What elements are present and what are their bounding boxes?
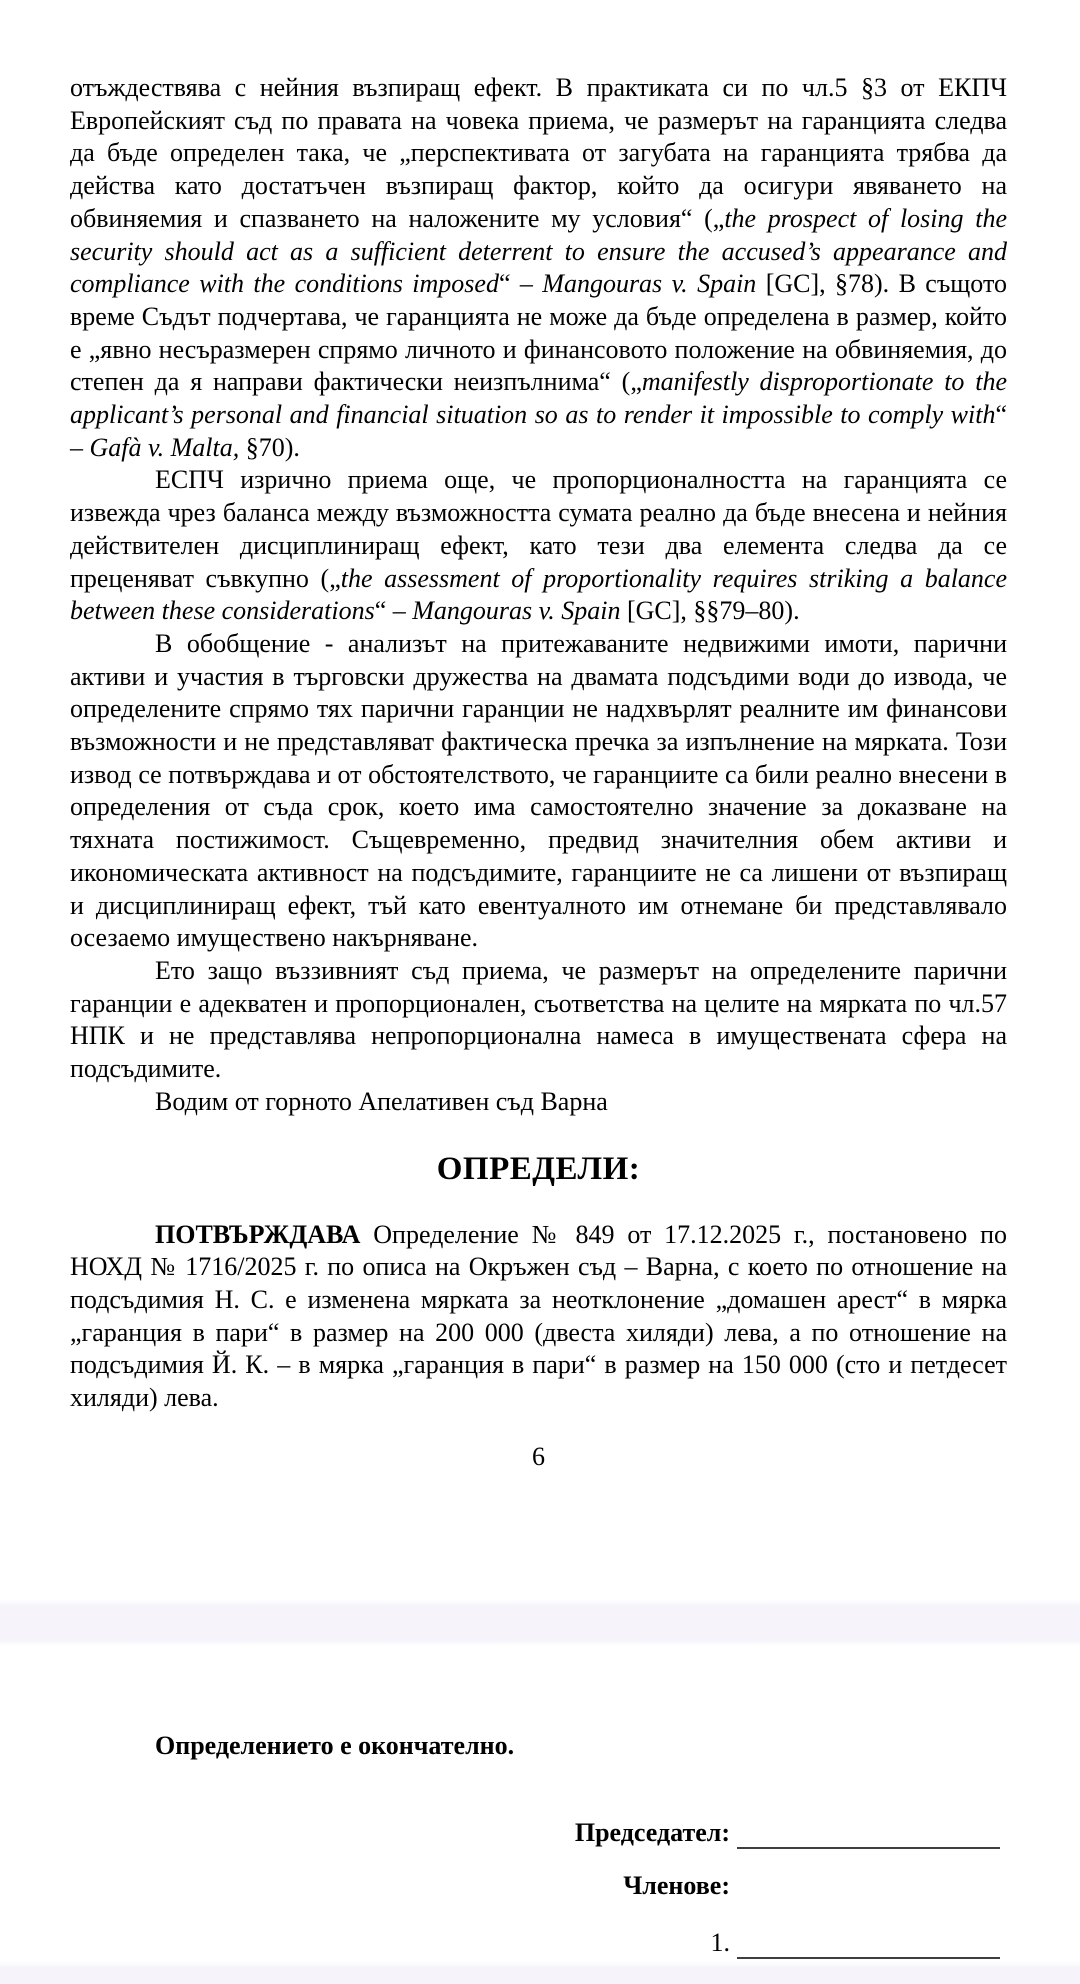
- signature-line-member1: [737, 1926, 1000, 1959]
- final-note: Определението е окончателно.: [155, 1731, 515, 1760]
- bottom-page-separator: [0, 1961, 1080, 1984]
- signature-label-member1: 1.: [710, 1928, 730, 1957]
- signature-member1-row: [70, 1926, 1000, 1959]
- signature-label-chairman: Председател:: [574, 1818, 730, 1847]
- signature-line-chairman: [737, 1816, 1000, 1849]
- page-number: 6: [532, 1441, 545, 1471]
- body-paragraph: В обобщение - анализът на притежаваните недвижими имоти, парични активи и участия в търговски дружества на двамата подсъдими води до извода, че определените спрямо тях парични гаранции не надхвърлят реалните им финансови възможности и не представляват фактическа пречка за изпълнение на мярката. Този извод се потвърждава и от обстоятелството, че гаранциите са били реално внесени в определения от съда срок, което има самостоятелно значение за доказване на тяхната постижимост. Същевременно, предвид значителния обем активи и икономическата активност на подсъдимите, гаранциите не са лишени от възпиращ и дисциплиниращ ефект, тъй като евентуалното им отнемане би представлявало осезаемо имуществено накърняване.: [70, 628, 1007, 953]
- signature-chairman-row: [70, 1816, 1000, 1849]
- signature-label-members: Членове:: [623, 1871, 730, 1900]
- body-paragraph: Водим от горното Апелативен съд Варна: [155, 1086, 608, 1116]
- signature-block: [70, 1816, 1000, 1959]
- decree-paragraph: ПОТВЪРЖДАВА Определение № 849 от 17.12.2025 г., постановено по НОХД № 1716/2025 г. по описа на Окръжен съд – Варна, с което по отношение на подсъдимия Н. С. е изменена мярката за неотклонение „домашен арест“ в мярка „гаранция в пари“ в размер на 200 000 (двеста хиляди) лева, а по отношение на подсъдимия Й. К. – в мярка „гаранция в пари“ в размер на 150 000 (сто и петдесет хиляди) лева.: [70, 1219, 1007, 1413]
- body-paragraph: ЕСПЧ изрично приема още, че пропорционалността на гаранцията се извежда чрез баланса между възможността сумата реално да бъде внесена и нейния действителен дисциплиниращ ефект, като тези два елемента следва да се преценяват съвкупно („the assessment of proportionality requires striking a balance between these considerations“ – Mangouras v. Spain [GC], §§79–80).: [70, 465, 1007, 626]
- page-separator: [0, 1599, 1080, 1647]
- body-paragraph: Ето защо въззивният съд приема, че размерът на определените парични гаранции е адекватен и пропорционален, съответства на целите на мярката по чл.57 НПК и не представлява непропорционална намеса в имуществената сфера на подсъдимите.: [70, 955, 1007, 1084]
- decree-heading: ОПРЕДЕЛИ:: [436, 1150, 641, 1187]
- body-paragraph: отъждествява с нейния възпиращ ефект. В практиката си по чл.5 §3 от ЕКПЧ Европейският съд по правата на човека приема, че размерът на гаранцията следва да бъде определен така, че „перспективата от загубата на гаранцията трябва да действа като достатъчен възпиращ фактор, който да осигури явяването на обвиняемия и спазването на наложените му условия“ („the prospect of losing the security should act as a sufficient deterrent to ensure the accused’s appearance and compliance with the conditions imposed“ – Mangouras v. Spain [GC], §78). В същото време Съдът подчертава, че гаранцията не може да бъде определена в размер, който е „явно несъразмерен спрямо личното и финансовото положение на обвиняемия, до степен да я направи фактически неизпълнима“ („manifestly disproportionate to the applicant’s personal and financial situation so as to render it impossible to comply with“ – Gafà v. Malta, §70).: [70, 73, 1007, 462]
- signature-members-row: [70, 1869, 1000, 1902]
- document-page-7: [0, 1645, 1080, 1961]
